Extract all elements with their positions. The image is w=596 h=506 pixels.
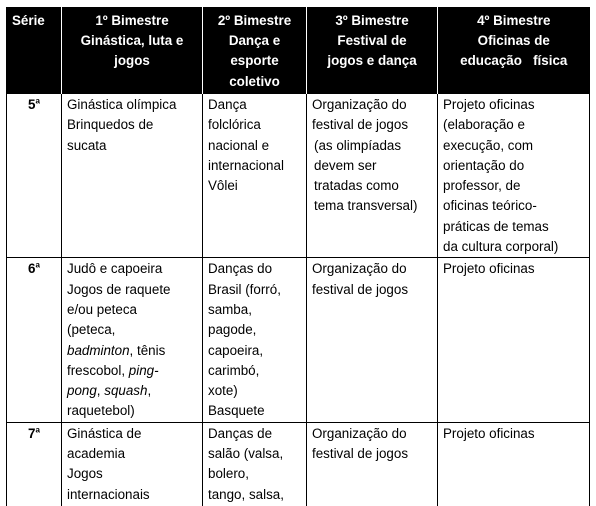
header-bimestre-2-line: esporte [230,53,279,69]
cell-line: Organização do [312,425,407,441]
bimestre-4-cell [438,94,590,258]
cell-line: Projeto oficinas [443,261,535,277]
cell-line: Organização do [312,97,407,112]
cell-line: Jogos de raquete [67,281,171,297]
curriculum-table [6,7,590,506]
cell-line: professor, de [443,178,521,194]
table-header [7,7,590,94]
cell-line: folclórica [208,117,261,133]
cell-line: Vôlei [208,178,238,194]
header-bimestre-1-line: jogos [114,53,150,69]
cell-line: tema transversal) [314,198,418,214]
cell-line [67,361,199,381]
table-row-6 [7,258,590,422]
header-bimestre-4 [438,7,590,94]
cell-text: , [147,383,152,399]
cell-line: Judô e capoeira [67,261,163,277]
cell-line: e/ou peteca [67,301,137,317]
bimestre-2-cell [203,258,307,422]
cell-line [67,341,199,361]
cell-line: Projeto oficinas [443,425,535,441]
serie-ordinal: a [35,96,40,106]
cell-line: samba, [208,301,252,317]
cell-line: salão (valsa, [208,446,284,462]
serie-number: 7 [28,425,36,441]
serie-cell [7,94,62,258]
header-bimestre-1 [62,7,203,94]
header-bimestre-1-line: 1º Bimestre [95,13,169,28]
cell-line: Projeto oficinas [443,97,535,112]
header-bimestre-2-line: coletivo [229,73,280,89]
cell-line: capoeira, [208,342,264,358]
table-row-7 [7,422,590,506]
cell-line: (elaboração e [443,117,525,133]
header-bimestre-2-line: Dança e [228,33,281,49]
cell-line: Danças de [208,425,273,441]
cell-line: Danças do [208,261,273,277]
header-row [7,7,590,94]
cell-line: carimbó, [208,362,260,378]
cell-line: execução, com [443,137,534,153]
cell-line: Basquete [208,403,265,419]
serie-number: 6 [28,261,36,277]
cell-line: pagode, [208,322,257,338]
cell-line: Brasil (forró, [208,281,281,297]
cell-line: festival de jogos [312,281,409,297]
header-bimestre-4-line: 4º Bimestre [477,13,551,28]
table-row-5 [7,94,590,258]
bimestre-1-cell [62,94,203,258]
header-bimestre-3-line: 3º Bimestre [335,13,409,28]
cell-line: xote) [208,383,238,399]
bimestre-4-cell [438,258,590,422]
cell-line: (as olimpíadas [314,137,402,153]
cell-line: festival de jogos [312,117,409,133]
cell-line: Jogos [67,466,103,482]
header-bimestre-2-line: 2º Bimestre [217,13,292,28]
header-serie [7,7,62,94]
cell-line: Ginástica de [67,425,142,441]
header-bimestre-1-line: Ginástica, luta e [80,33,184,49]
italic-term: squash [104,383,148,399]
italic-term: ping- [128,362,159,378]
bimestre-3-cell [307,422,438,506]
cell-line: práticas de temas [443,218,549,234]
table-body [7,94,590,506]
bimestre-3-cell [307,258,438,422]
header-bimestre-2 [203,7,307,94]
header-bimestre-3-line: Festival de [337,33,407,49]
bimestre-2-cell [203,94,307,258]
cell-line: internacional [208,157,284,173]
header-bimestre-4-line: educação física [460,53,568,69]
cell-line: da cultura corporal) [443,239,559,255]
bimestre-1-cell [62,422,203,506]
cell-text: , tênis [129,342,166,358]
serie-cell [7,422,62,506]
serie-cell [7,258,62,422]
cell-line: Organização do [312,261,407,277]
header-bimestre-4-line: Oficinas de [477,33,550,49]
cell-line: academia [67,446,126,462]
cell-line [67,381,199,401]
cell-text: , [96,383,105,399]
cell-line: raquetebol) [67,403,135,419]
cell-line: sucata [67,137,107,153]
cell-line: tratadas como [314,178,399,194]
cell-line: Dança [208,97,247,112]
italic-term: pong [67,383,97,399]
bimestre-4-cell [438,422,590,506]
serie-number: 5 [28,97,36,112]
bimestre-1-cell [62,258,203,422]
cell-line: Brinquedos de [67,117,154,133]
cell-line: Ginástica olímpica [67,97,177,112]
bimestre-3-cell [307,94,438,258]
cell-text: frescobol, [67,362,129,378]
bimestre-2-cell [203,422,307,506]
cell-line: nacional e [208,137,270,153]
cell-line: internacionais [67,486,150,502]
header-serie-label: Série [12,13,45,28]
cell-line: tango, salsa, [208,486,284,502]
italic-term: badminton [67,342,130,358]
header-bimestre-3-line: jogos e dança [327,53,417,69]
cell-line: orientação do [443,157,525,173]
serie-ordinal: a [35,260,40,270]
cell-line: festival de jogos [312,446,409,462]
serie-ordinal: a [35,425,40,435]
cell-line: (peteca, [67,322,116,338]
header-bimestre-3 [307,7,438,94]
cell-line: devem ser [314,157,377,173]
cell-line: bolero, [208,466,249,482]
cell-line: oficinas teórico- [443,198,537,214]
